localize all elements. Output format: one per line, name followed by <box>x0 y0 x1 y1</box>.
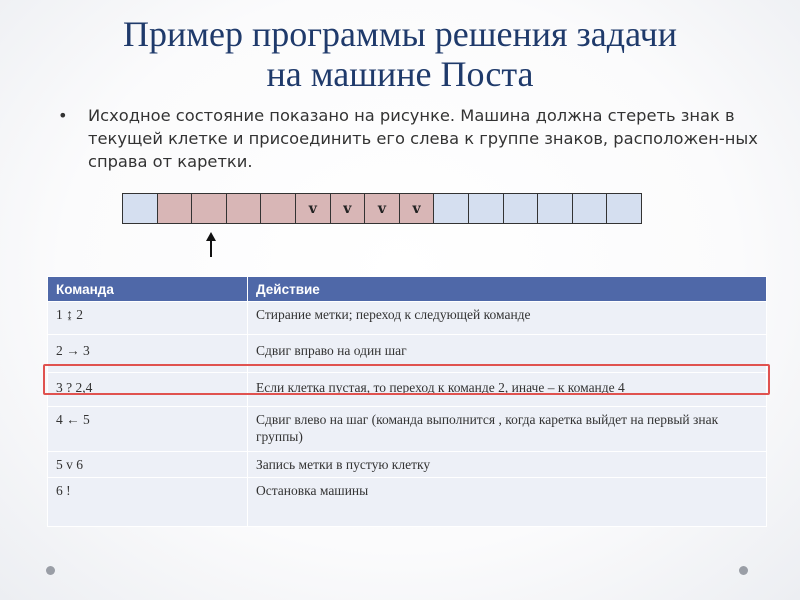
tape-cell: v <box>296 193 331 224</box>
tape-cell <box>261 193 296 224</box>
tape-cell: v <box>365 193 400 224</box>
decor-dot-icon <box>739 566 748 575</box>
up-arrow-icon <box>203 232 219 258</box>
action-cell: Сдвиг вправо на один шаг <box>248 335 767 373</box>
command-table <box>47 276 767 527</box>
tape-cell: v <box>400 193 435 224</box>
command-cell: 4 ← 5 <box>48 407 248 452</box>
action-cell: Запись метки в пустую клетку <box>248 452 767 478</box>
bullet-dot-icon: • <box>58 106 68 125</box>
highlight-box <box>43 364 770 395</box>
post-machine-tape <box>122 193 642 224</box>
tape-cell <box>158 193 193 224</box>
tape-cell <box>504 193 539 224</box>
tape-cell <box>573 193 608 224</box>
action-cell: Остановка машины <box>248 478 767 527</box>
table-row <box>48 302 767 335</box>
tape-cell <box>607 193 642 224</box>
tape-cell <box>227 193 262 224</box>
command-cell: 2 → 3 <box>48 335 248 373</box>
table-header-row <box>48 277 767 302</box>
action-cell: Стирание метки; переход к следующей команде <box>248 302 767 335</box>
tape-cell <box>469 193 504 224</box>
table-row <box>48 407 767 452</box>
command-cell: 5 v 6 <box>48 452 248 478</box>
tape-cell: v <box>331 193 366 224</box>
action-cell: Если клетка пустая, то переход к команде 2, иначе – к команде 4 <box>248 373 767 407</box>
table-row <box>48 452 767 478</box>
column-header-action: Действие <box>248 277 767 302</box>
slide-title <box>0 14 800 94</box>
command-cell: 1 ↨ 2 <box>48 302 248 335</box>
tape-cell <box>123 193 158 224</box>
title-line-2: на машине Поста <box>266 54 534 94</box>
command-cell: 6 ! <box>48 478 248 527</box>
tape-cell <box>192 193 227 224</box>
tape-cell <box>538 193 573 224</box>
column-header-command: Команда <box>48 277 248 302</box>
table-row <box>48 478 767 527</box>
command-cell: 3 ? 2,4 <box>48 373 248 407</box>
action-cell: Сдвиг влево на шаг (команда выполнится , когда каретка выйдет на первый знак группы) <box>248 407 767 452</box>
decor-dot-icon <box>46 566 55 575</box>
tape-cell <box>434 193 469 224</box>
title-line-1: Пример программы решения задачи <box>123 14 677 54</box>
bullet-item <box>58 104 768 173</box>
bullet-text: Исходное состояние показано на рисунке. Машина должна стереть знак в текущей клетке и присоединить его слева к группе знаков, расположен-ных справа от каретки. <box>88 106 758 171</box>
